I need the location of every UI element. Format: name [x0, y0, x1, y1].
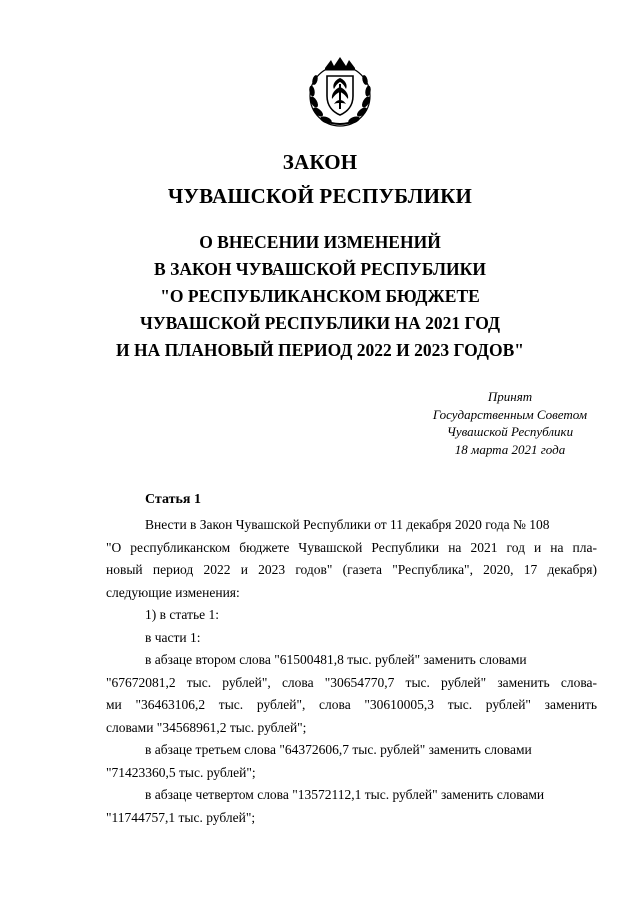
adoption-line: Принят — [487, 389, 533, 404]
body-line: 1) в статье 1: — [145, 607, 219, 622]
subtitle-line: И НА ПЛАНОВЫЙ ПЕРИОД 2022 И 2023 ГОДОВ" — [116, 340, 524, 360]
body-line: в части 1: — [145, 629, 201, 645]
body-line: "О республиканском бюджете Чувашской Республики на 2021 год и на пла- — [106, 539, 597, 555]
body-line: в абзаце втором слова "61500481,8 тыс. рублей" заменить словами — [145, 652, 527, 667]
law-subtitle — [0, 229, 640, 364]
article-heading: Статья 1 — [145, 492, 201, 507]
body-line: "67672081,2 тыс. рублей", слова "30654770,7 тыс. рублей" заменить слова- — [106, 674, 597, 690]
article-body — [106, 514, 597, 829]
body-line: в абзаце четвертом слова "13572112,1 тыс. рублей" заменить словами — [145, 787, 545, 802]
subtitle-line: О ВНЕСЕНИИ ИЗМЕНЕНИЙ — [199, 232, 441, 252]
body-line: следующие изменения: — [106, 584, 240, 600]
body-line: "71423360,5 тыс. рублей"; — [106, 764, 256, 780]
body-line: новый период 2022 и 2023 годов" (газета "Республика", 2020, 17 декабря) — [106, 562, 597, 577]
body-line: Внести в Закон Чувашской Республики от 11 декабря 2020 года № 108 — [145, 517, 550, 532]
body-line: словами "34568961,2 тыс. рублей"; — [106, 719, 307, 735]
law-issuer: ЧУВАШСКОЙ РЕСПУБЛИКИ — [167, 184, 473, 208]
body-line: "11744757,1 тыс. рублей"; — [106, 809, 256, 825]
chuvash-republic-emblem-icon — [301, 54, 379, 132]
body-line: в абзаце третьем слова "64372606,7 тыс. рублей" заменить словами — [145, 742, 532, 757]
adoption-line: Чувашской Республики — [446, 424, 574, 439]
adoption-line: Государственным Советом — [432, 406, 588, 422]
body-line: ми "36463106,2 тыс. рублей", слова "30610005,3 тыс. рублей" заменить — [106, 697, 597, 712]
adoption-line: 18 марта 2021 года — [454, 441, 566, 457]
subtitle-line: "О РЕСПУБЛИКАНСКОМ БЮДЖЕТЕ — [160, 286, 480, 306]
adoption-note — [405, 388, 615, 458]
subtitle-line: В ЗАКОН ЧУВАШСКОЙ РЕСПУБЛИКИ — [154, 259, 486, 279]
subtitle-line: ЧУВАШСКОЙ РЕСПУБЛИКИ НА 2021 ГОД — [140, 313, 500, 333]
law-title: ЗАКОН — [282, 150, 358, 174]
